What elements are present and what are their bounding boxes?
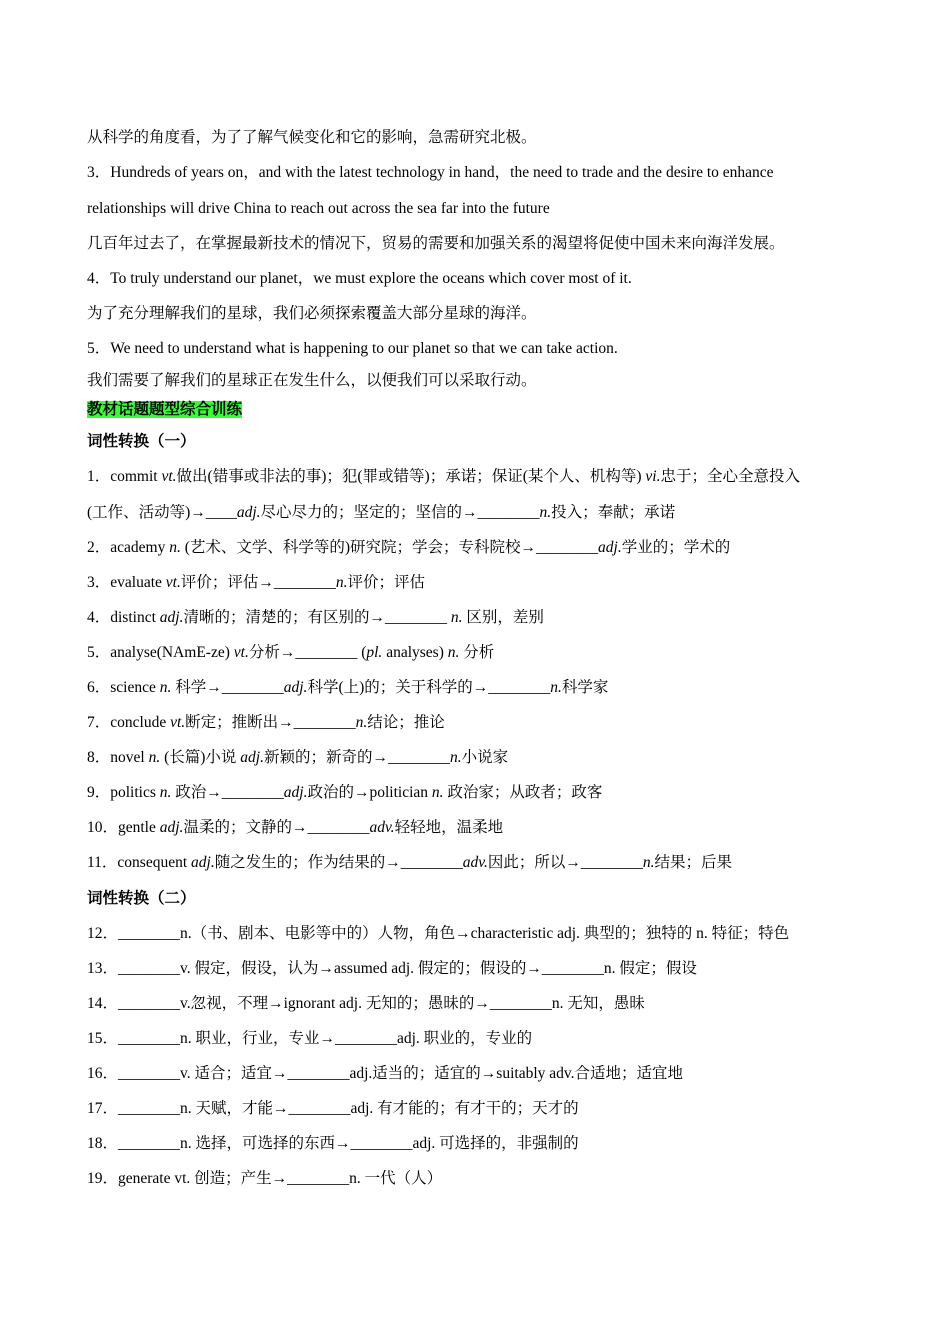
exercise-item-4: 4．distinct adj.清晰的；清楚的；有区别的→________ n. 区别，差别 (87, 609, 544, 626)
exercise-item-7: 7．conclude vt.断定；推断出→________n.结论；推论 (87, 714, 445, 731)
part-1-title: 词性转换（一） (87, 433, 196, 450)
part-2-title: 词性转换（二） (87, 890, 196, 907)
exercise-item-5: 5．analyse(NAmE-ze) vt.分析→________ (pl. analyses) n. 分析 (87, 644, 495, 661)
sentence-3-translation: 几百年过去了，在掌握最新技术的情况下，贸易的需要和加强关系的渴望将促使中国未来向海洋发展。 (87, 235, 785, 252)
section-title (87, 399, 890, 421)
exercise-item-13: 13．________v. 假定，假设，认为→assumed adj. 假定的；假设的→________n. 假定；假设 (87, 960, 697, 977)
exercise-item-1-line-2: (工作、活动等)→____adj.尽心尽力的；坚定的；坚信的→________n.投入；奉献；承诺 (87, 504, 676, 521)
exercise-item-12: 12．________n.（书、剧本、电影等中的）人物，角色→characteristic adj. 典型的；独特的 n. 特征；特色 (87, 925, 790, 942)
exercise-item-11: 11．consequent adj.随之发生的；作为结果的→________adv.因此；所以→________n.结果；后果 (87, 854, 732, 871)
exercise-item-2: 2．academy n. (艺术、文学、科学等的)研究院；学会；专科院校→________adj.学业的；学术的 (87, 539, 731, 556)
exercise-item-17: 17．________n. 天赋，才能→________adj. 有才能的；有才干的；天才的 (87, 1100, 579, 1117)
exercise-item-3: 3．evaluate vt.评价；评估→________n.评价；评估 (87, 574, 425, 591)
exercise-item-1-line-1: 1．commit vt.做出(错事或非法的事)；犯(罪或错等)；承诺；保证(某个人、机构等) vi.忠于；全心全意投入 (87, 468, 800, 485)
exercise-item-16: 16．________v. 适合；适宜→________adj.适当的；适宜的→suitably adv.合适地；适宜地 (87, 1065, 684, 1082)
exercise-item-15: 15．________n. 职业，行业，专业→________adj. 职业的，专业的 (87, 1030, 533, 1047)
exercise-item-9: 9．politics n. 政治→________adj.政治的→politician n. 政治家；从政者；政客 (87, 784, 603, 801)
sentence-3-english-line-2: relationships will drive China to reach out across the sea far into the future (87, 200, 550, 217)
exercise-item-19: 19．generate vt. 创造；产生→________n. 一代（人） (87, 1170, 443, 1187)
sentence-4-english: 4．To truly understand our planet，we must explore the oceans which cover most of it. (87, 270, 632, 287)
sentence-4-translation: 为了充分理解我们的星球，我们必须探索覆盖大部分星球的海洋。 (87, 305, 537, 322)
sentence-2-translation: 从科学的角度看，为了了解气候变化和它的影响，急需研究北极。 (87, 129, 537, 146)
sentence-5-english: 5．We need to understand what is happening to our planet so that we can take action. (87, 340, 618, 357)
sentence-5-translation: 我们需要了解我们的星球正在发生什么，以便我们可以采取行动。 (87, 372, 537, 389)
exercise-item-6: 6．science n. 科学→________adj.科学(上)的；关于科学的→________n.科学家 (87, 679, 609, 696)
exercise-item-14: 14．________v.忽视，不理→ignorant adj. 无知的；愚昧的→________n. 无知，愚昧 (87, 995, 645, 1012)
exercise-item-10: 10．gentle adj.温柔的；文静的→________adv.轻轻地，温柔地 (87, 819, 504, 836)
section-title-highlight: 教材话题题型综合训练 (87, 401, 243, 418)
exercise-item-18: 18．________n. 选择，可选择的东西→________adj. 可选择的，非强制的 (87, 1135, 579, 1152)
sentence-3-english-line-1: 3．Hundreds of years on，and with the latest technology in hand，the need to trade and the desire to enhance (87, 164, 774, 181)
exercise-item-8: 8．novel n. (长篇)小说 adj.新颖的；新奇的→________n.小说家 (87, 749, 509, 766)
